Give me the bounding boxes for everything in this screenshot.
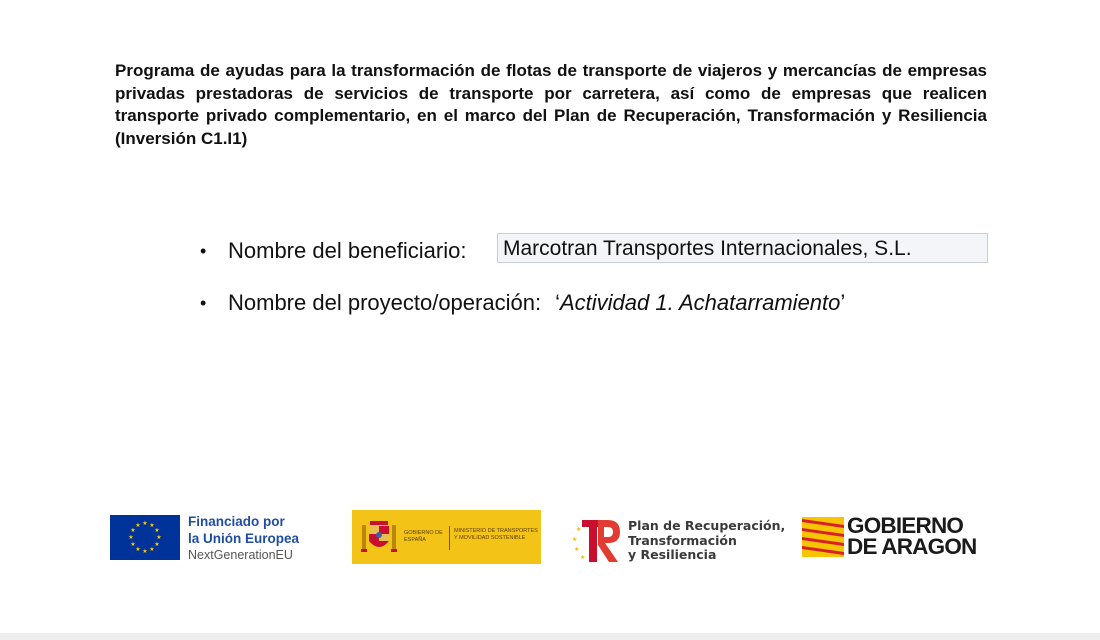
prtr-text bbox=[628, 519, 785, 563]
svg-text:★: ★ bbox=[128, 534, 134, 541]
svg-text:★: ★ bbox=[149, 522, 155, 529]
logo-divider bbox=[449, 526, 450, 550]
project-name: Actividad 1. Achatarramiento bbox=[559, 290, 841, 315]
beneficiary-label: Nombre del beneficiario: bbox=[228, 238, 467, 263]
eu-line2: la Unión Europea bbox=[188, 531, 300, 546]
eu-line1: Financiado por bbox=[188, 514, 285, 529]
gobierno-espana-text: GOBIERNO DE ESPAÑA bbox=[404, 530, 443, 543]
svg-text:★: ★ bbox=[130, 541, 136, 548]
beneficiary-row bbox=[200, 238, 466, 264]
prtr-line1: Plan de Recuperación, bbox=[628, 518, 786, 533]
project-quote-open: ‘ bbox=[555, 290, 560, 315]
prtr-logo bbox=[572, 515, 786, 565]
svg-text:★: ★ bbox=[142, 520, 148, 527]
svg-text:★: ★ bbox=[130, 527, 136, 534]
ministerio-text: MINISTERIO DE TRANSPORTES Y MOVILIDAD SOSTENIBLE bbox=[454, 528, 538, 541]
beneficiary-field[interactable]: Marcotran Transportes Internacionales, S.L. bbox=[497, 233, 988, 263]
svg-text:★: ★ bbox=[135, 522, 141, 529]
aragon-line1: GOBIERNO bbox=[847, 513, 964, 538]
svg-text:★: ★ bbox=[154, 527, 160, 534]
gobierno-aragon-logo bbox=[802, 515, 992, 559]
bullet-icon: • bbox=[200, 292, 207, 313]
aragon-line2: DE ARAGON bbox=[847, 534, 977, 559]
project-quote-close: ’ bbox=[840, 290, 846, 315]
eu-logo-text bbox=[188, 513, 299, 564]
project-row bbox=[200, 290, 845, 316]
project-label: Nombre del proyecto/operación: bbox=[228, 290, 542, 315]
bullet-icon: • bbox=[200, 240, 207, 261]
prtr-line3: y Resiliencia bbox=[628, 547, 717, 562]
svg-text:★: ★ bbox=[572, 536, 578, 543]
svg-text:★: ★ bbox=[156, 534, 162, 541]
aragon-flag-icon bbox=[802, 517, 844, 557]
svg-text:★: ★ bbox=[576, 526, 582, 533]
eu-line3: NextGenerationEU bbox=[188, 548, 293, 562]
bottom-strip bbox=[0, 633, 1100, 640]
svg-text:★: ★ bbox=[154, 541, 160, 548]
svg-text:★: ★ bbox=[135, 546, 141, 553]
svg-text:★: ★ bbox=[149, 546, 155, 553]
svg-text:★: ★ bbox=[580, 554, 586, 561]
svg-text:★: ★ bbox=[574, 546, 580, 553]
program-title: Programa de ayudas para la transformación de flotas de transporte de viajeros y mercancías de empresas privadas prestadoras de servicios de transporte por carretera, así como de empresas que realicen transporte privado complementario, en el marco del Plan de Recuperación, Transformación y Resiliencia (Inversión C1.I1) bbox=[115, 61, 987, 148]
gobierno-espana-logo bbox=[352, 510, 541, 564]
svg-text:★: ★ bbox=[142, 548, 148, 555]
aragon-text bbox=[847, 515, 976, 557]
prtr-logo-icon bbox=[572, 517, 624, 563]
spain-coat-of-arms-icon bbox=[360, 517, 398, 557]
eu-funding-logo bbox=[110, 513, 315, 563]
eu-flag-icon bbox=[110, 515, 180, 560]
prtr-line2: Transformación bbox=[628, 532, 737, 548]
